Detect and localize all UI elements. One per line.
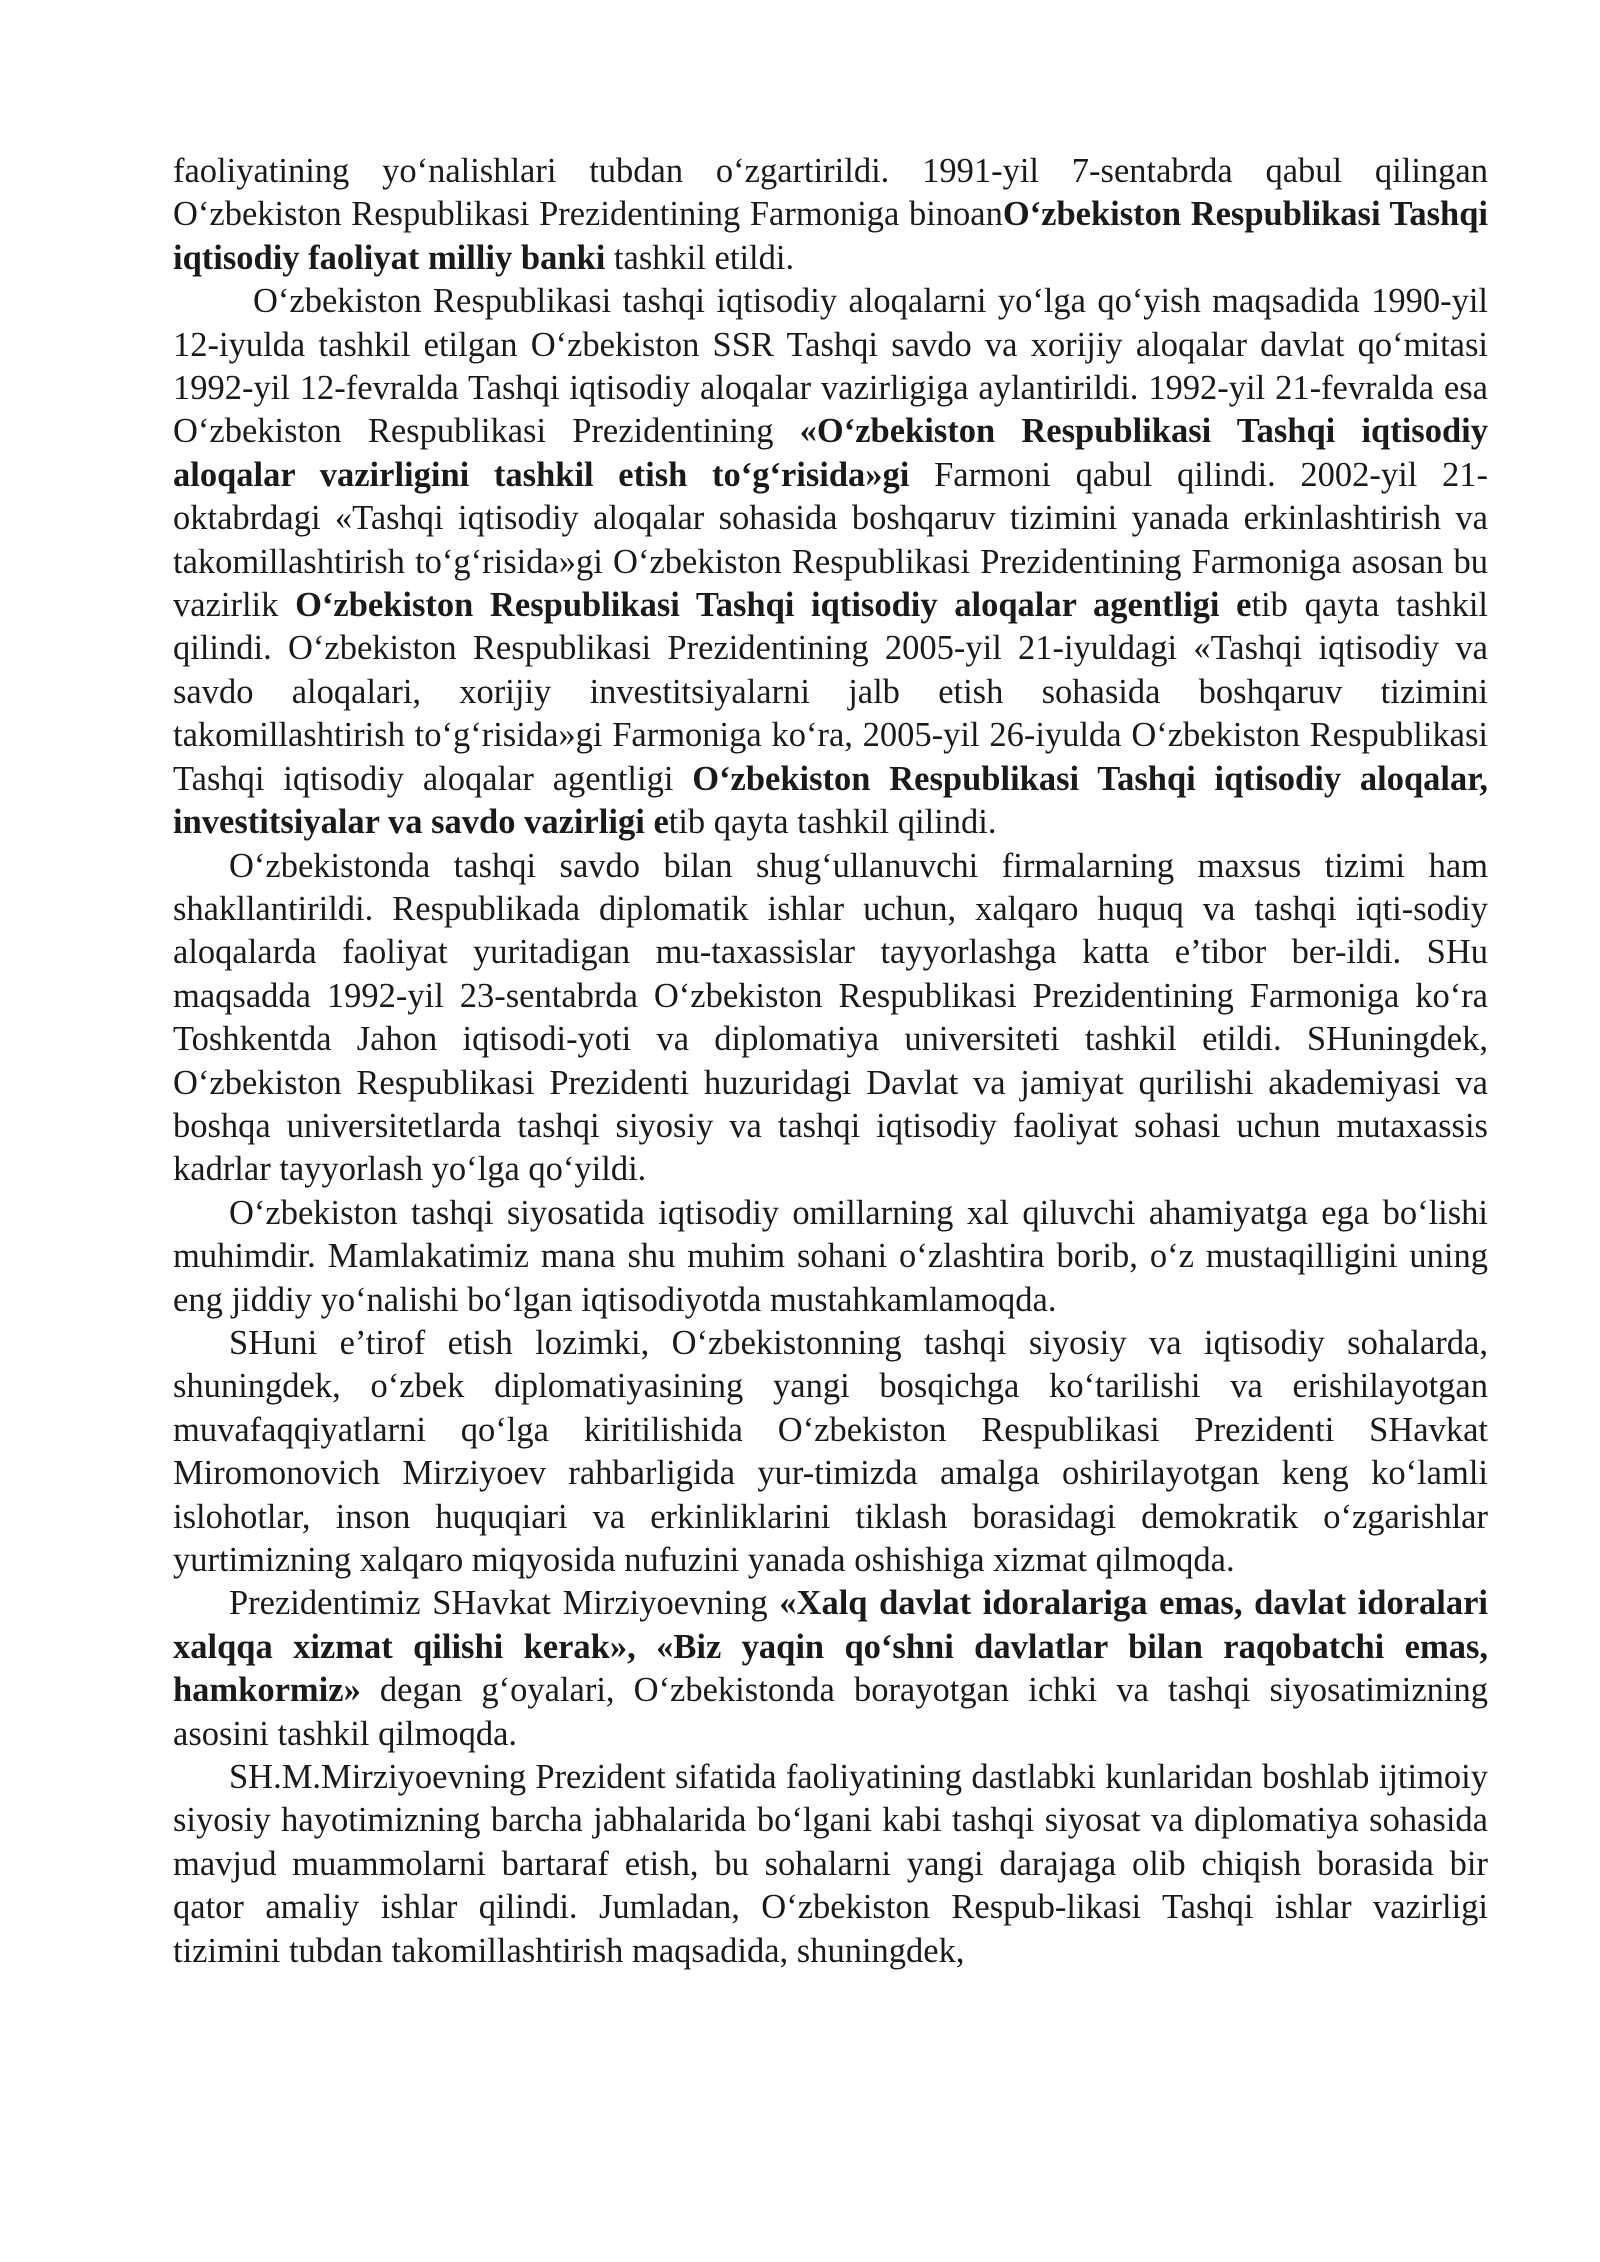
text-segment: tashkil etildi. xyxy=(605,238,795,277)
text-segment: SHuni e’tirof etish lozimki, O‘zbekistonning tashqi siyosiy va iqtisodiy sohalarda, shuningdek, o‘zbek diplomatiyasining yangi bosqichga ko‘tarilishi va erishilayotgan muvafaqqiyatlarni qo‘lga kiritilishida O‘zbekiston Respublikasi Prezidenti SHavkat Miromonovich Mirziyoev rahbarligida yur-timizda amalga oshirilayotgan keng ko‘lamli islohotlar, inson huquqiari va erkinliklarini tiklash borasidagi demokratik o‘zgarishlar yurtimizning xalqaro miqyosida nufuzini yanada oshishiga xizmat qilmoqda. xyxy=(173,1323,1488,1579)
bold-text-segment: O‘zbekiston Respublikasi Tashqi iqtisodiy faoliyat milliy banki xyxy=(173,195,1488,277)
text-segment: tib qayta tashkil qilindi. O‘zbekiston Respublikasi Prezidentining 2005-yil 21-iyuldagi «Tashqi iqtisodiy va savdo aloqalari, xorijiy investitsiyalarni jalb etish sohasida boshqaruv tizimini takomillashtirish to‘g‘risida»gi Farmoniga ko‘ra, 2005-yil 26-iyulda O‘zbekiston Respublikasi Tashqi iqtisodiy aloqalar agentligi xyxy=(173,586,1488,798)
text-segment: O‘zbekistonda tashqi savdo bilan shug‘ullanuvchi firmalarning maxsus tizimi ham shakllantirildi. Respublikada diplomatik ishlar uchun, xalqaro huquq va tashqi iqti-sodiy aloqalarda faoliyat yuritadigan mu-taxassislar tayyorlashga katta e’tibor ber-ildi. SHu maqsadda 1992-yil 23-sentabrda O‘zbekiston Respublikasi Prezidentining Farmoniga ko‘ra Toshkentda Jahon iqtisodi-yoti va diplomatiya universiteti tashkil etildi. SHuningdek, O‘zbekiston Respublikasi Prezidenti huzuridagi Davlat va jamiyat qurilishi akademiyasi va boshqa universitetlarda tashqi siyosiy va tashqi iqtisodiy faoliyat sohasi uchun mutaxassis kadrlar tayyorlash yo‘lga qo‘yildi. xyxy=(173,846,1488,1189)
paragraph-4 xyxy=(173,1192,1488,1322)
bold-text-segment: «O‘zbekiston Respublikasi Tashqi iqtisodiy aloqalar vazirligini tashkil etish to‘g‘risida»gi xyxy=(173,412,1489,494)
bold-text-segment: O‘zbekiston Respublikasi Tashqi iqtisodiy aloqalar, investitsiyalar va savdo vazirligi e xyxy=(173,759,1488,842)
paragraph-3 xyxy=(173,845,1488,1192)
text-segment: faoliyatining yo‘nalishlari tubdan o‘zgartirildi. 1991-yil 7-sentabrda qabul qilingan O‘zbekiston Respublikasi Prezidentining Farmoniga binoan xyxy=(173,152,1488,234)
bold-text-segment: O‘zbekiston Respublikasi Tashqi iqtisodiy aloqalar agentligi e xyxy=(295,586,1252,625)
paragraph-1 xyxy=(173,150,1488,280)
text-segment: O‘zbekiston tashqi siyosatida iqtisodiy omillarning xal qiluvchi ahamiyatga ega bo‘lishi muhimdir. Mamlakatimiz mana shu muhim sohani o‘zlashtira borib, o‘z mustaqilligini uning eng jiddiy yo‘nalishi bo‘lgan iqtisodiyotda mustahkamlamoqda. xyxy=(173,1193,1488,1319)
text-segment: Farmoni qabul qilindi. 2002-yil 21-oktabrdagi «Tashqi iqtisodiy aloqalar sohasida boshqaruv tizimini yanada erkinlashtirish va takomillashtirish to‘g‘risida»gi O‘zbekiston Respublikasi Prezidentining Farmoniga asosan bu vazirlik xyxy=(173,455,1488,625)
text-segment: degan g‘oyalari, O‘zbekistonda borayotgan ichki va tashqi siyosatimizning asosini tashkil qilmoqda. xyxy=(173,1671,1488,1753)
bold-text-segment: «Xalq davlat idoralariga emas, davlat idoralari xalqqa xizmat qilishi kerak», «Biz yaqin qo‘shni davlatlar bilan raqobatchi emas, hamkormiz» xyxy=(173,1584,1488,1710)
paragraph-2 xyxy=(173,280,1488,844)
text-segment: O‘zbekiston Respublikasi tashqi iqtisodiy aloqalarni yo‘lga qo‘yish maqsadida 1990-yil 12-iyulda tashkil etilgan O‘zbekiston SSR Tashqi savdo va xorijiy aloqalar davlat qo‘mitasi 1992-yil 12-fevralda Tashqi iqtisodiy aloqalar vazirligiga aylantirildi. 1992-yil 21-fevralda esa O‘zbekiston Respublikasi Prezidentining xyxy=(173,282,1488,451)
paragraph-5 xyxy=(173,1322,1488,1582)
text-segment: tib qayta tashkil qilindi. xyxy=(668,803,997,842)
document-body xyxy=(173,150,1488,1973)
paragraph-7 xyxy=(173,1756,1488,1973)
text-segment: SH.M.Mirziyoevning Prezident sifatida faoliyatining dastlabki kunlaridan boshlab ijtimoiy siyosiy hayotimizning barcha jabhalarida bo‘lgani kabi tashqi siyosat va diplomatiya sohasida mavjud muammolarni bartaraf etish, bu sohalarni yangi darajaga olib chiqish borasida bir qator amaliy ishlar qilindi. Jumladan, O‘zbekiston Respub-likasi Tashqi ishlar vazirligi tizimini tubdan takomillashtirish maqsadida, shuningdek, xyxy=(173,1758,1488,1970)
paragraph-6 xyxy=(173,1582,1488,1756)
text-segment: Prezidentimiz SHavkat Mirziyoevning xyxy=(229,1584,780,1623)
